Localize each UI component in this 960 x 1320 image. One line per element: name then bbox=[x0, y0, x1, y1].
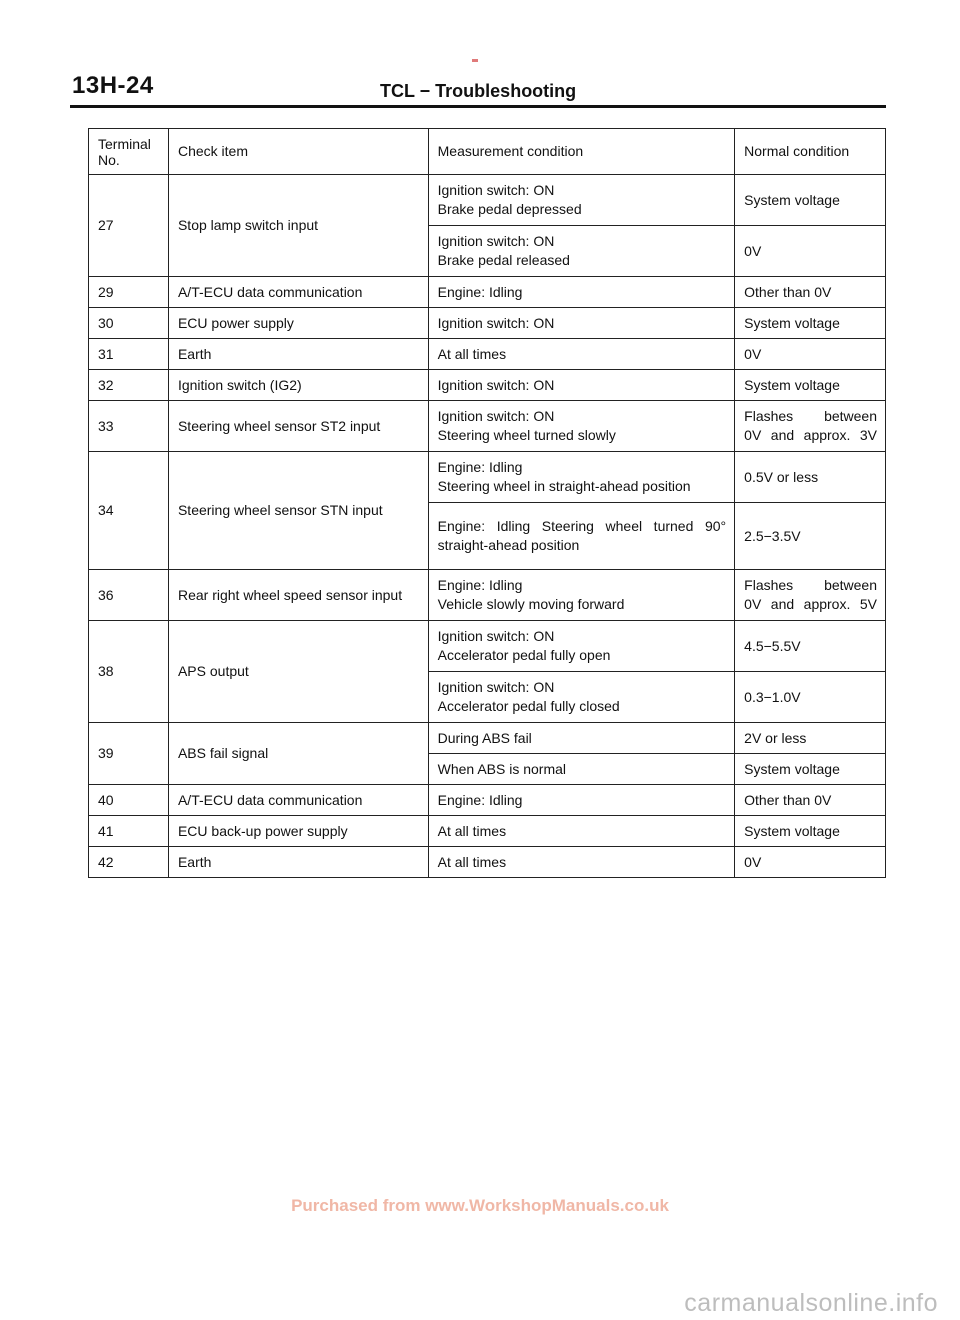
measurement-text: Engine: Idling Steering wheel in straight-ahead position bbox=[437, 459, 691, 494]
measurement-cell bbox=[428, 621, 735, 672]
check-item-cell: Steering wheel sensor STN input bbox=[168, 452, 428, 570]
purchase-footer: Purchased from www.WorkshopManuals.co.uk bbox=[291, 1196, 669, 1215]
measurement-cell bbox=[428, 503, 735, 570]
normal-cell: 2V or less bbox=[735, 723, 886, 754]
measurement-cell: At all times bbox=[428, 847, 735, 878]
check-item-cell: ABS fail signal bbox=[168, 723, 428, 785]
page-number: 13H-24 bbox=[72, 72, 154, 99]
table-row bbox=[89, 723, 886, 754]
table-row bbox=[89, 277, 886, 308]
check-item-cell: Steering wheel sensor ST2 input bbox=[168, 401, 428, 452]
table-row bbox=[89, 308, 886, 339]
measurement-cell: When ABS is normal bbox=[428, 754, 735, 785]
terminal-cell: 41 bbox=[89, 816, 169, 847]
header-measurement: Measurement condition bbox=[428, 129, 735, 175]
measurement-cell: At all times bbox=[428, 816, 735, 847]
normal-cell: 4.5−5.5V bbox=[735, 621, 886, 672]
header-terminal bbox=[89, 129, 169, 175]
header-check-item: Check item bbox=[168, 129, 428, 175]
normal-cell: System voltage bbox=[735, 370, 886, 401]
terminal-cell: 31 bbox=[89, 339, 169, 370]
measurement-cell bbox=[428, 570, 735, 621]
check-item-cell: A/T-ECU data communication bbox=[168, 277, 428, 308]
check-item-cell: Rear right wheel speed sensor input bbox=[168, 570, 428, 621]
terminal-check-table bbox=[88, 128, 886, 878]
measurement-cell bbox=[428, 452, 735, 503]
terminal-cell: 40 bbox=[89, 785, 169, 816]
measurement-text: Engine: Idling Vehicle slowly moving forward bbox=[437, 577, 625, 612]
measurement-text: Ignition switch: ON Steering wheel turned slowly bbox=[437, 408, 616, 443]
measurement-cell bbox=[428, 175, 735, 226]
normal-cell: 2.5−3.5V bbox=[735, 503, 886, 570]
terminal-cell: 42 bbox=[89, 847, 169, 878]
measurement-cell: Ignition switch: ON bbox=[428, 308, 735, 339]
normal-cell: System voltage bbox=[735, 308, 886, 339]
table-row bbox=[89, 816, 886, 847]
terminal-cell: 27 bbox=[89, 175, 169, 277]
terminal-cell: 38 bbox=[89, 621, 169, 723]
measurement-text: Ignition switch: ON Accelerator pedal fully closed bbox=[437, 679, 620, 714]
terminal-cell: 32 bbox=[89, 370, 169, 401]
table-row bbox=[89, 847, 886, 878]
table-row bbox=[89, 570, 886, 621]
terminal-cell: 33 bbox=[89, 401, 169, 452]
table-row bbox=[89, 175, 886, 226]
normal-cell bbox=[735, 570, 886, 621]
check-item-cell: A/T-ECU data communication bbox=[168, 785, 428, 816]
normal-cell: System voltage bbox=[735, 754, 886, 785]
check-item-cell: ECU power supply bbox=[168, 308, 428, 339]
measurement-cell: During ABS fail bbox=[428, 723, 735, 754]
table-row bbox=[89, 452, 886, 503]
normal-cell: System voltage bbox=[735, 816, 886, 847]
normal-cell: 0V bbox=[735, 847, 886, 878]
header-normal: Normal condition bbox=[735, 129, 886, 175]
normal-cell: 0.5V or less bbox=[735, 452, 886, 503]
normal-cell: System voltage bbox=[735, 175, 886, 226]
terminal-cell: 34 bbox=[89, 452, 169, 570]
table-row bbox=[89, 785, 886, 816]
table-row bbox=[89, 621, 886, 672]
table-row bbox=[89, 370, 886, 401]
normal-text: Flashes between 0V and approx. 3V bbox=[744, 408, 877, 443]
terminal-cell: 29 bbox=[89, 277, 169, 308]
check-item-cell: Stop lamp switch input bbox=[168, 175, 428, 277]
terminal-cell: 39 bbox=[89, 723, 169, 785]
check-item-cell: Ignition switch (IG2) bbox=[168, 370, 428, 401]
normal-text: Flashes between 0V and approx. 5V bbox=[744, 577, 877, 612]
measurement-cell bbox=[428, 672, 735, 723]
site-watermark: carmanualsonline.info bbox=[684, 1289, 938, 1317]
measurement-cell bbox=[428, 226, 735, 277]
terminal-cell: 36 bbox=[89, 570, 169, 621]
table-row bbox=[89, 339, 886, 370]
normal-cell: 0V bbox=[735, 339, 886, 370]
header-rule bbox=[70, 105, 886, 108]
measurement-text: Ignition switch: ON Accelerator pedal fully open bbox=[437, 628, 611, 663]
normal-cell bbox=[735, 401, 886, 452]
terminal-cell: 30 bbox=[89, 308, 169, 339]
normal-cell: 0.3−1.0V bbox=[735, 672, 886, 723]
decorative-mark bbox=[472, 59, 478, 62]
measurement-cell bbox=[428, 401, 735, 452]
table-header-row bbox=[89, 129, 886, 175]
normal-cell: 0V bbox=[735, 226, 886, 277]
check-item-cell: APS output bbox=[168, 621, 428, 723]
check-item-cell: Earth bbox=[168, 339, 428, 370]
page-title: TCL − Troubleshooting bbox=[380, 81, 577, 101]
measurement-cell: Engine: Idling bbox=[428, 277, 735, 308]
measurement-cell: At all times bbox=[428, 339, 735, 370]
check-item-cell: Earth bbox=[168, 847, 428, 878]
measurement-text: Engine: Idling Steering wheel turned 90° straight-ahead position bbox=[437, 518, 727, 553]
normal-cell: Other than 0V bbox=[735, 277, 886, 308]
normal-cell: Other than 0V bbox=[735, 785, 886, 816]
check-item-cell: ECU back-up power supply bbox=[168, 816, 428, 847]
table-row bbox=[89, 401, 886, 452]
measurement-text: Ignition switch: ON Brake pedal depressed bbox=[437, 182, 582, 217]
measurement-cell: Ignition switch: ON bbox=[428, 370, 735, 401]
measurement-cell: Engine: Idling bbox=[428, 785, 735, 816]
measurement-text: Ignition switch: ON Brake pedal released bbox=[437, 233, 570, 268]
header-terminal-label: Terminal No. bbox=[98, 135, 151, 168]
